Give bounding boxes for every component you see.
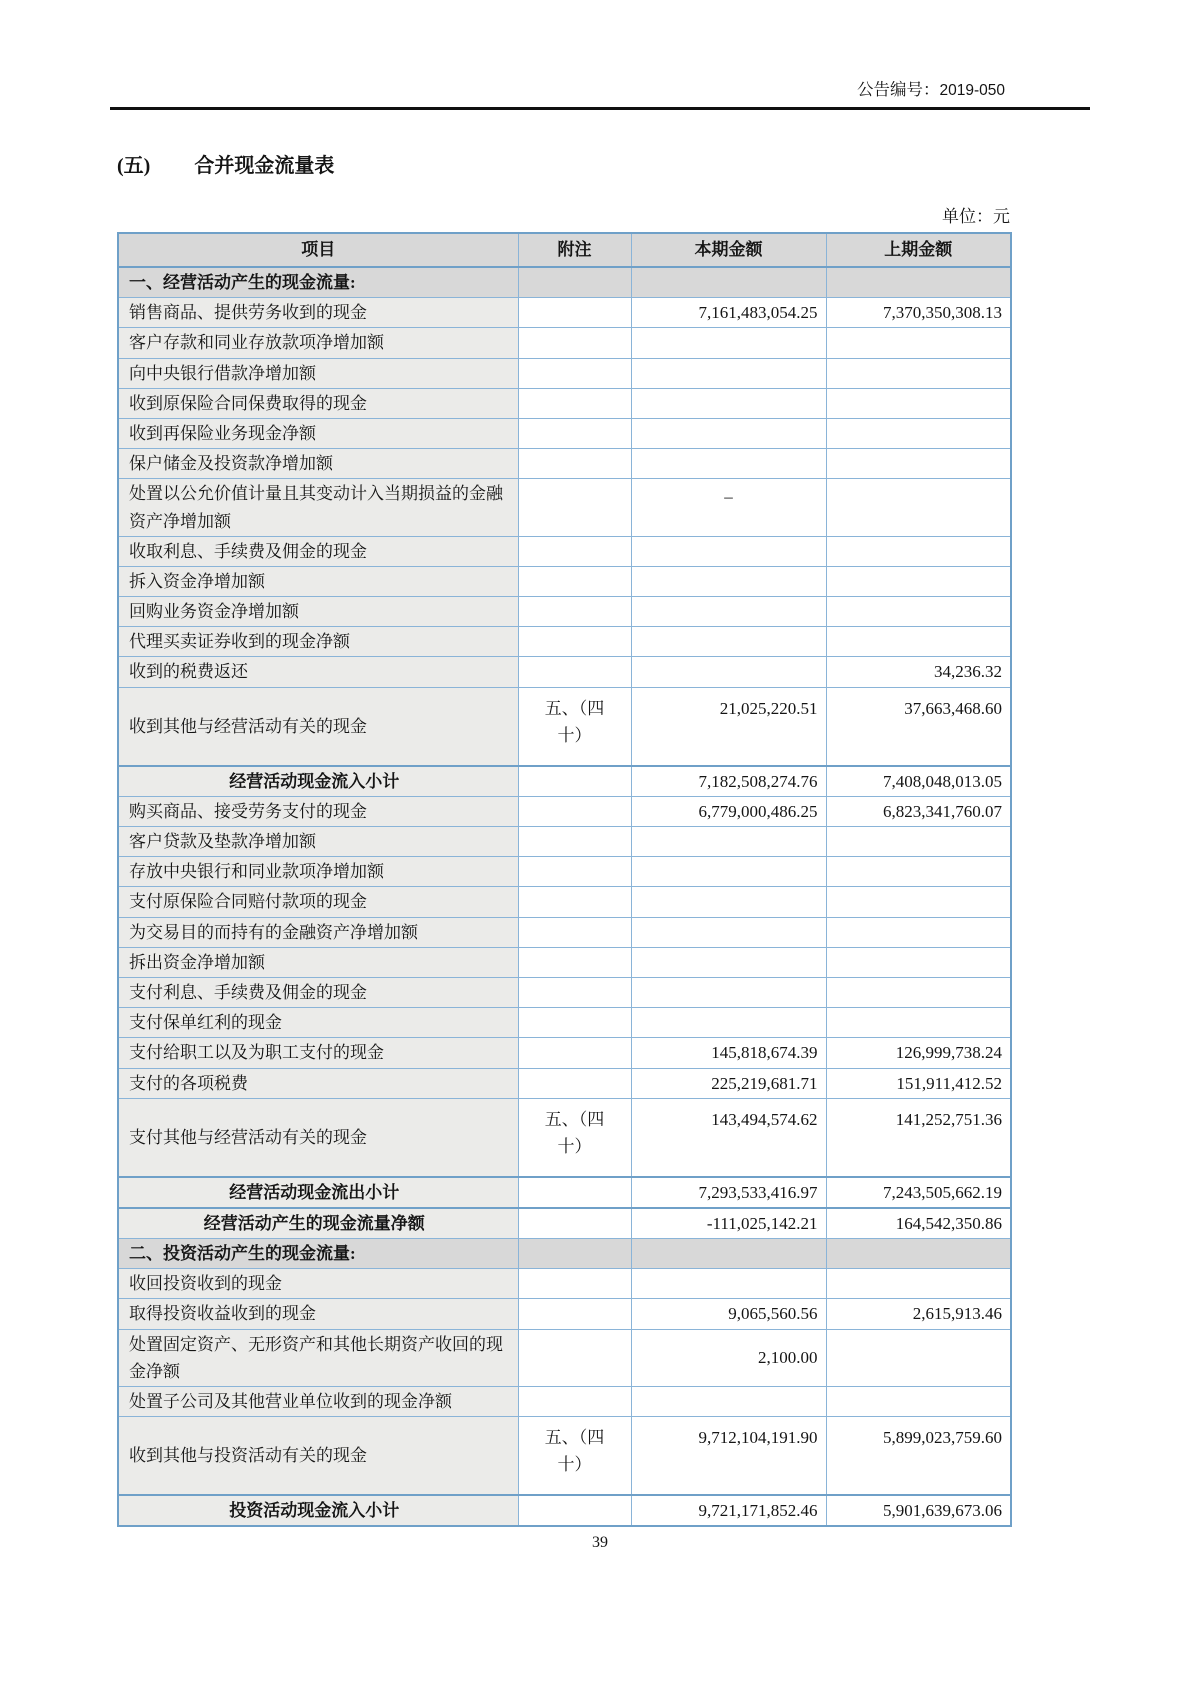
prior-amount-cell: 7,370,350,308.13 [826, 298, 1011, 328]
current-amount-cell [631, 418, 826, 448]
prior-amount-cell: 6,823,341,760.07 [826, 796, 1011, 826]
item-cell: 为交易目的而持有的金融资产净增加额 [118, 917, 518, 947]
prior-amount-cell: 126,999,738.24 [826, 1038, 1011, 1068]
note-cell [518, 1387, 631, 1417]
item-cell: 经营活动现金流入小计 [118, 766, 518, 797]
current-amount-cell: – [631, 479, 826, 536]
table-row [118, 1008, 1011, 1038]
prior-amount-cell: 5,899,023,759.60 [826, 1417, 1011, 1496]
table-row [118, 887, 1011, 917]
announcement-label: 公告编号： [856, 80, 940, 99]
current-amount-cell [631, 1269, 826, 1299]
note-cell [518, 1177, 631, 1208]
table-row [118, 857, 1011, 887]
table-row [118, 449, 1011, 479]
prior-amount-cell [826, 1329, 1011, 1386]
note-cell [518, 627, 631, 657]
current-amount-cell: 9,065,560.56 [631, 1299, 826, 1329]
note-cell [518, 1208, 631, 1239]
item-cell: 处置子公司及其他营业单位收到的现金净额 [118, 1387, 518, 1417]
item-cell: 收到的税费返还 [118, 657, 518, 687]
note-cell [518, 449, 631, 479]
current-amount-cell [631, 827, 826, 857]
current-amount-cell: 225,219,681.71 [631, 1068, 826, 1098]
table-row [118, 687, 1011, 766]
table-row [118, 298, 1011, 328]
current-amount-cell [631, 566, 826, 596]
current-amount-cell: 2,100.00 [631, 1329, 826, 1386]
item-cell: 支付利息、手续费及佣金的现金 [118, 977, 518, 1007]
current-amount-cell [631, 657, 826, 687]
note-cell [518, 1299, 631, 1329]
note-cell [518, 566, 631, 596]
current-amount-cell [631, 597, 826, 627]
current-amount-cell [631, 328, 826, 358]
note-cell [518, 1329, 631, 1386]
prior-amount-cell: 7,408,048,013.05 [826, 766, 1011, 797]
prior-amount-cell [826, 536, 1011, 566]
prior-amount-cell: 5,901,639,673.06 [826, 1495, 1011, 1526]
note-cell [518, 388, 631, 418]
note-cell [518, 1068, 631, 1098]
current-amount-cell [631, 358, 826, 388]
item-cell: 收到其他与投资活动有关的现金 [118, 1417, 518, 1496]
table-row [118, 597, 1011, 627]
table-row [118, 388, 1011, 418]
prior-amount-cell: 164,542,350.86 [826, 1208, 1011, 1239]
item-cell: 二、投资活动产生的现金流量: [118, 1239, 518, 1269]
prior-amount-cell [826, 1239, 1011, 1269]
prior-amount-cell [826, 947, 1011, 977]
item-cell: 收到再保险业务现金净额 [118, 418, 518, 448]
current-amount-cell [631, 449, 826, 479]
table-row [118, 947, 1011, 977]
prior-amount-cell: 34,236.32 [826, 657, 1011, 687]
item-cell: 支付保单红利的现金 [118, 1008, 518, 1038]
note-cell [518, 536, 631, 566]
note-cell [518, 328, 631, 358]
table-row [118, 358, 1011, 388]
table-row [118, 1038, 1011, 1068]
current-amount-cell [631, 627, 826, 657]
prior-amount-cell [826, 977, 1011, 1007]
table-row [118, 536, 1011, 566]
item-cell: 客户存款和同业存放款项净增加额 [118, 328, 518, 358]
current-amount-cell: 7,161,483,054.25 [631, 298, 826, 328]
item-cell: 取得投资收益收到的现金 [118, 1299, 518, 1329]
note-cell [518, 418, 631, 448]
current-amount-cell: 9,712,104,191.90 [631, 1417, 826, 1496]
table-row [118, 827, 1011, 857]
note-cell [518, 917, 631, 947]
page-number: 39 [592, 1534, 608, 1552]
announcement-number [110, 0, 1005, 100]
col-header-current-amount: 本期金额 [631, 233, 826, 267]
section-title-number: (五) [117, 155, 151, 177]
item-cell: 拆入资金净增加额 [118, 566, 518, 596]
item-cell: 支付其他与经营活动有关的现金 [118, 1098, 518, 1177]
prior-amount-cell [826, 1008, 1011, 1038]
current-amount-cell [631, 977, 826, 1007]
unit-label: 单位：元 [942, 207, 1010, 226]
note-cell [518, 358, 631, 388]
note-cell [518, 267, 631, 298]
item-cell: 经营活动现金流出小计 [118, 1177, 518, 1208]
item-cell: 购买商品、接受劳务支付的现金 [118, 796, 518, 826]
note-cell [518, 298, 631, 328]
current-amount-cell: -111,025,142.21 [631, 1208, 826, 1239]
prior-amount-cell [826, 267, 1011, 298]
table-row [118, 977, 1011, 1007]
prior-amount-cell [826, 418, 1011, 448]
note-cell [518, 479, 631, 536]
table-row [118, 1208, 1011, 1239]
prior-amount-cell [826, 857, 1011, 887]
note-cell [518, 796, 631, 826]
note-cell [518, 947, 631, 977]
table-row [118, 1098, 1011, 1177]
prior-amount-cell: 37,663,468.60 [826, 687, 1011, 766]
prior-amount-cell [826, 827, 1011, 857]
table-row [118, 627, 1011, 657]
current-amount-cell [631, 1008, 826, 1038]
item-cell: 存放中央银行和同业款项净增加额 [118, 857, 518, 887]
current-amount-cell [631, 857, 826, 887]
col-header-prior-amount: 上期金额 [826, 233, 1011, 267]
note-cell [518, 887, 631, 917]
current-amount-cell [631, 887, 826, 917]
item-cell: 收取利息、手续费及佣金的现金 [118, 536, 518, 566]
item-cell: 处置以公允价值计量且其变动计入当期损益的金融资产净增加额 [118, 479, 518, 536]
col-header-item: 项目 [118, 233, 518, 267]
item-cell: 经营活动产生的现金流量净额 [118, 1208, 518, 1239]
note-cell [518, 977, 631, 1007]
prior-amount-cell [826, 479, 1011, 536]
current-amount-cell: 7,293,533,416.97 [631, 1177, 826, 1208]
prior-amount-cell [826, 449, 1011, 479]
prior-amount-cell [826, 388, 1011, 418]
note-cell [518, 657, 631, 687]
cash-flow-table [117, 232, 1012, 1527]
note-cell [518, 1239, 631, 1269]
item-cell: 客户贷款及垫款净增加额 [118, 827, 518, 857]
section-title [117, 149, 1200, 178]
current-amount-cell: 21,025,220.51 [631, 687, 826, 766]
prior-amount-cell [826, 917, 1011, 947]
table-row [118, 1387, 1011, 1417]
prior-amount-cell: 141,252,751.36 [826, 1098, 1011, 1177]
current-amount-cell [631, 917, 826, 947]
item-cell: 收到其他与经营活动有关的现金 [118, 687, 518, 766]
section-row [118, 1239, 1011, 1269]
item-cell: 收到原保险合同保费取得的现金 [118, 388, 518, 418]
prior-amount-cell [826, 358, 1011, 388]
table-row [118, 1177, 1011, 1208]
item-cell: 拆出资金净增加额 [118, 947, 518, 977]
note-cell: 五、（四十） [518, 1098, 631, 1177]
table-row [118, 917, 1011, 947]
prior-amount-cell [826, 597, 1011, 627]
prior-amount-cell [826, 328, 1011, 358]
note-cell: 五、（四十） [518, 687, 631, 766]
current-amount-cell: 145,818,674.39 [631, 1038, 826, 1068]
table-row [118, 479, 1011, 536]
prior-amount-cell: 7,243,505,662.19 [826, 1177, 1011, 1208]
current-amount-cell: 7,182,508,274.76 [631, 766, 826, 797]
item-cell: 一、经营活动产生的现金流量: [118, 267, 518, 298]
prior-amount-cell [826, 566, 1011, 596]
prior-amount-cell [826, 1269, 1011, 1299]
table-row [118, 328, 1011, 358]
prior-amount-cell [826, 1387, 1011, 1417]
note-cell [518, 1495, 631, 1526]
current-amount-cell: 9,721,171,852.46 [631, 1495, 826, 1526]
table-row [118, 1417, 1011, 1496]
prior-amount-cell [826, 627, 1011, 657]
item-cell: 销售商品、提供劳务收到的现金 [118, 298, 518, 328]
item-cell: 支付原保险合同赔付款项的现金 [118, 887, 518, 917]
current-amount-cell [631, 536, 826, 566]
prior-amount-cell: 151,911,412.52 [826, 1068, 1011, 1098]
item-cell: 收回投资收到的现金 [118, 1269, 518, 1299]
item-cell: 向中央银行借款净增加额 [118, 358, 518, 388]
note-cell [518, 1008, 631, 1038]
note-cell [518, 1038, 631, 1068]
note-cell: 五、（四十） [518, 1417, 631, 1496]
current-amount-cell [631, 267, 826, 298]
note-cell [518, 857, 631, 887]
table-row [118, 1068, 1011, 1098]
current-amount-cell [631, 1387, 826, 1417]
announcement-value: 2019-050 [939, 82, 1005, 99]
table-row [118, 1299, 1011, 1329]
table-row [118, 1329, 1011, 1386]
table-row [118, 418, 1011, 448]
current-amount-cell: 6,779,000,486.25 [631, 796, 826, 826]
current-amount-cell [631, 947, 826, 977]
current-amount-cell [631, 388, 826, 418]
table-row [118, 657, 1011, 687]
section-title-text: 合并现金流量表 [194, 155, 335, 177]
item-cell: 支付的各项税费 [118, 1068, 518, 1098]
table-row [118, 1495, 1011, 1526]
item-cell: 保户储金及投资款净增加额 [118, 449, 518, 479]
item-cell: 处置固定资产、无形资产和其他长期资产收回的现金净额 [118, 1329, 518, 1386]
prior-amount-cell [826, 887, 1011, 917]
note-cell [518, 597, 631, 627]
current-amount-cell: 143,494,574.62 [631, 1098, 826, 1177]
note-cell [518, 827, 631, 857]
item-cell: 代理买卖证券收到的现金净额 [118, 627, 518, 657]
note-cell [518, 1269, 631, 1299]
item-cell: 投资活动现金流入小计 [118, 1495, 518, 1526]
item-cell: 支付给职工以及为职工支付的现金 [118, 1038, 518, 1068]
table-row [118, 1269, 1011, 1299]
prior-amount-cell: 2,615,913.46 [826, 1299, 1011, 1329]
col-header-note: 附注 [518, 233, 631, 267]
table-row [118, 796, 1011, 826]
item-cell: 回购业务资金净增加额 [118, 597, 518, 627]
header-rule [110, 107, 1090, 110]
section-row [118, 267, 1011, 298]
current-amount-cell [631, 1239, 826, 1269]
table-header-row [118, 233, 1011, 267]
note-cell [518, 766, 631, 797]
table-row [118, 566, 1011, 596]
table-row [118, 766, 1011, 797]
